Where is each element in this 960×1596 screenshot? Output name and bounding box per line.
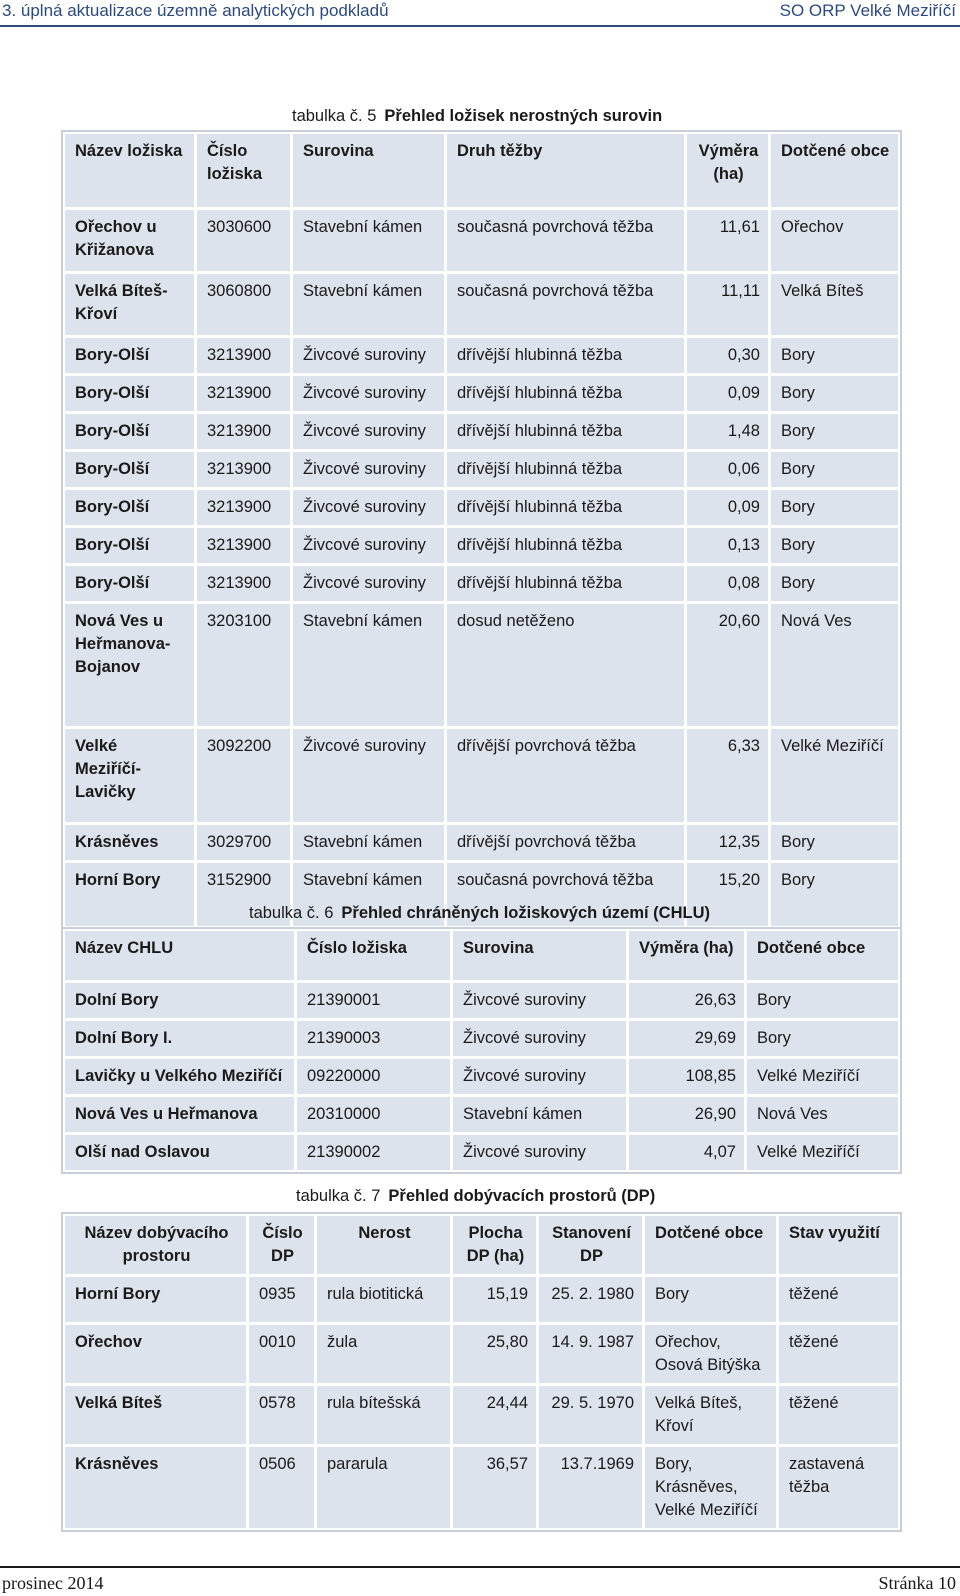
cell-area: 12,35 — [686, 824, 770, 862]
cell-area: 26,63 — [628, 982, 746, 1020]
cell-area: 25,80 — [452, 1324, 538, 1385]
cell-number: 09220000 — [296, 1058, 452, 1096]
t5-header-municipalities: Dotčené obce — [770, 133, 900, 209]
cell-number: 0010 — [248, 1324, 316, 1385]
cell-municipalities: Ořechov — [770, 209, 900, 273]
cell-name: Lavičky u Velkého Meziříčí — [64, 1058, 296, 1096]
cell-municipalities: Velké Meziříčí — [746, 1058, 900, 1096]
cell-number: 3213900 — [196, 337, 292, 375]
cell-established: 13.7.1969 — [538, 1446, 644, 1530]
t5-header-number: Číslo ložiska — [196, 133, 292, 209]
table-row — [64, 1020, 900, 1058]
cell-mining-type: dřívější hlubinná těžba — [446, 413, 686, 451]
t7-header-mineral: Nerost — [316, 1215, 452, 1276]
cell-mineral: rula bítešská — [316, 1385, 452, 1446]
table-row — [64, 1276, 900, 1324]
cell-number: 3203100 — [196, 603, 292, 728]
cell-area: 6,33 — [686, 728, 770, 824]
cell-area: 29,69 — [628, 1020, 746, 1058]
cell-established: 25. 2. 1980 — [538, 1276, 644, 1324]
t6-header-municipalities: Dotčené obce — [746, 930, 900, 982]
table-row — [64, 209, 900, 273]
cell-name: Krásněves — [64, 1446, 248, 1530]
cell-area: 4,07 — [628, 1134, 746, 1172]
cell-number: 3152900 — [196, 862, 292, 928]
table-row — [64, 413, 900, 451]
cell-area: 0,09 — [686, 375, 770, 413]
cell-name: Ořechov u Křižanova — [64, 209, 196, 273]
t7-header-name: Název dobývacího prostoru — [64, 1215, 248, 1276]
cell-material: Živcové suroviny — [292, 565, 446, 603]
table5-caption: tabulka č. 5 Přehled ložisek nerostných surovin — [292, 107, 663, 125]
table-row — [64, 1446, 900, 1530]
cell-mineral: pararula — [316, 1446, 452, 1530]
cell-mining-type: dřívější povrchová těžba — [446, 728, 686, 824]
cell-material: Živcové suroviny — [292, 728, 446, 824]
cell-municipalities: Bory — [770, 565, 900, 603]
cell-material: Živcové suroviny — [292, 413, 446, 451]
table-row — [64, 565, 900, 603]
table-row — [64, 1385, 900, 1446]
cell-mineral: rula biotitická — [316, 1276, 452, 1324]
cell-mining-type: dřívější povrchová těžba — [446, 824, 686, 862]
cell-name: Velká Bíteš-Křoví — [64, 273, 196, 337]
table-row — [64, 1058, 900, 1096]
cell-number: 0935 — [248, 1276, 316, 1324]
cell-status: těžené — [778, 1276, 900, 1324]
cell-area: 0,09 — [686, 489, 770, 527]
cell-mining-type: dřívější hlubinná těžba — [446, 451, 686, 489]
table-row — [64, 824, 900, 862]
cell-material: Stavební kámen — [292, 824, 446, 862]
cell-material: Živcové suroviny — [292, 375, 446, 413]
table-row — [64, 728, 900, 824]
cell-area: 0,13 — [686, 527, 770, 565]
cell-material: Živcové suroviny — [452, 1020, 628, 1058]
cell-number: 21390002 — [296, 1134, 452, 1172]
cell-name: Nová Ves u Heřmanova — [64, 1096, 296, 1134]
cell-established: 29. 5. 1970 — [538, 1385, 644, 1446]
cell-area: 1,48 — [686, 413, 770, 451]
cell-municipalities: Bory — [746, 982, 900, 1020]
cell-number: 3060800 — [196, 273, 292, 337]
t5-header-name: Název ložiska — [64, 133, 196, 209]
header-office-name: SO ORP Velké Meziříčí — [779, 1, 956, 20]
deposits-table — [62, 131, 901, 929]
cell-number: 3029700 — [196, 824, 292, 862]
cell-mining-type: současná povrchová těžba — [446, 273, 686, 337]
t5-header-material: Surovina — [292, 133, 446, 209]
table-row — [64, 1324, 900, 1385]
t7-header-number: Číslo DP — [248, 1215, 316, 1276]
header-document-title: 3. úplná aktualizace územně analytických podkladů — [2, 1, 389, 20]
cell-mining-type: dřívější hlubinná těžba — [446, 375, 686, 413]
cell-number: 3213900 — [196, 565, 292, 603]
cell-name: Bory-Olší — [64, 451, 196, 489]
cell-name: Velká Bíteš — [64, 1385, 248, 1446]
cell-material: Stavební kámen — [292, 273, 446, 337]
cell-area: 11,61 — [686, 209, 770, 273]
cell-area: 0,08 — [686, 565, 770, 603]
cell-area: 20,60 — [686, 603, 770, 728]
table-row — [64, 1134, 900, 1172]
cell-municipalities: Bory — [770, 451, 900, 489]
t7-header-municipalities: Dotčené obce — [644, 1215, 778, 1276]
cell-mining-type: dřívější hlubinná těžba — [446, 489, 686, 527]
cell-material: Stavební kámen — [292, 862, 446, 928]
cell-municipalities: Bory, Krásněves, Velké Meziříčí — [644, 1446, 778, 1530]
cell-name: Ořechov — [64, 1324, 248, 1385]
cell-material: Živcové suroviny — [292, 489, 446, 527]
header-rule — [0, 25, 960, 27]
cell-area: 0,30 — [686, 337, 770, 375]
cell-area: 11,11 — [686, 273, 770, 337]
cell-municipalities: Velké Meziříčí — [746, 1134, 900, 1172]
t7-header-status: Stav využití — [778, 1215, 900, 1276]
cell-name: Krásněves — [64, 824, 196, 862]
cell-name: Nová Ves u Heřmanova-Bojanov — [64, 603, 196, 728]
mining-areas-table — [62, 1213, 901, 1531]
cell-material: Stavební kámen — [452, 1096, 628, 1134]
cell-municipalities: Bory — [746, 1020, 900, 1058]
cell-area: 108,85 — [628, 1058, 746, 1096]
t5-header-area: Výměra (ha) — [686, 133, 770, 209]
cell-municipalities: Bory — [770, 489, 900, 527]
cell-municipalities: Bory — [644, 1276, 778, 1324]
cell-material: Stavební kámen — [292, 603, 446, 728]
footer-date: prosinec 2014 — [2, 1573, 104, 1593]
cell-municipalities: Velká Bíteš — [770, 273, 900, 337]
cell-number: 0578 — [248, 1385, 316, 1446]
t7-header-established: Stanovení DP — [538, 1215, 644, 1276]
cell-area: 15,20 — [686, 862, 770, 928]
t6-header-number: Číslo ložiska — [296, 930, 452, 982]
cell-number: 3213900 — [196, 527, 292, 565]
cell-material: Živcové suroviny — [292, 337, 446, 375]
cell-number: 21390001 — [296, 982, 452, 1020]
t6-header-area: Výměra (ha) — [628, 930, 746, 982]
cell-area: 36,57 — [452, 1446, 538, 1530]
table6-caption: tabulka č. 6 Přehled chráněných ložiskových území (CHLU) — [249, 904, 710, 922]
cell-number: 3213900 — [196, 489, 292, 527]
cell-area: 24,44 — [452, 1385, 538, 1446]
table-row — [64, 489, 900, 527]
table-row — [64, 603, 900, 728]
cell-number: 0506 — [248, 1446, 316, 1530]
cell-name: Bory-Olší — [64, 375, 196, 413]
protected-areas-table — [62, 928, 901, 1173]
table7-caption: tabulka č. 7 Přehled dobývacích prostorů (DP) — [296, 1187, 656, 1205]
cell-mining-type: dřívější hlubinná těžba — [446, 337, 686, 375]
cell-area: 0,06 — [686, 451, 770, 489]
cell-number: 3092200 — [196, 728, 292, 824]
cell-municipalities: Bory — [770, 824, 900, 862]
cell-status: těžené — [778, 1385, 900, 1446]
cell-name: Dolní Bory I. — [64, 1020, 296, 1058]
cell-number: 3030600 — [196, 209, 292, 273]
cell-municipalities: Velká Bíteš, Křoví — [644, 1385, 778, 1446]
cell-name: Velké Meziříčí-Lavičky — [64, 728, 196, 824]
cell-municipalities: Nová Ves — [746, 1096, 900, 1134]
t7-header-area: Plocha DP (ha) — [452, 1215, 538, 1276]
cell-material: Živcové suroviny — [452, 1134, 628, 1172]
cell-name: Bory-Olší — [64, 489, 196, 527]
cell-mineral: žula — [316, 1324, 452, 1385]
cell-number: 3213900 — [196, 451, 292, 489]
cell-mining-type: dosud netěženo — [446, 603, 686, 728]
cell-status: zastavená těžba — [778, 1446, 900, 1530]
cell-number: 21390003 — [296, 1020, 452, 1058]
t5-header-mining-type: Druh těžby — [446, 133, 686, 209]
cell-status: těžené — [778, 1324, 900, 1385]
table-row — [64, 375, 900, 413]
cell-municipalities: Ořechov, Osová Bitýška — [644, 1324, 778, 1385]
cell-area: 26,90 — [628, 1096, 746, 1134]
table-row — [64, 982, 900, 1020]
cell-name: Bory-Olší — [64, 337, 196, 375]
table-row — [64, 337, 900, 375]
cell-material: Živcové suroviny — [292, 527, 446, 565]
cell-mining-type: současná povrchová těžba — [446, 209, 686, 273]
t6-header-material: Surovina — [452, 930, 628, 982]
cell-material: Živcové suroviny — [452, 1058, 628, 1096]
cell-number: 20310000 — [296, 1096, 452, 1134]
cell-area: 15,19 — [452, 1276, 538, 1324]
cell-mining-type: dřívější hlubinná těžba — [446, 565, 686, 603]
table-row — [64, 527, 900, 565]
cell-mining-type: dřívější hlubinná těžba — [446, 527, 686, 565]
table-row — [64, 1096, 900, 1134]
cell-name: Horní Bory — [64, 1276, 248, 1324]
cell-number: 3213900 — [196, 413, 292, 451]
table-row — [64, 451, 900, 489]
cell-municipalities: Bory — [770, 337, 900, 375]
cell-municipalities: Bory — [770, 413, 900, 451]
cell-name: Olší nad Oslavou — [64, 1134, 296, 1172]
cell-name: Bory-Olší — [64, 527, 196, 565]
t6-header-name: Název CHLU — [64, 930, 296, 982]
page-footer — [0, 1566, 960, 1596]
cell-number: 3213900 — [196, 375, 292, 413]
cell-material: Živcové suroviny — [292, 451, 446, 489]
cell-name: Dolní Bory — [64, 982, 296, 1020]
cell-name: Bory-Olší — [64, 565, 196, 603]
cell-name: Bory-Olší — [64, 413, 196, 451]
cell-mining-type: současná povrchová těžba — [446, 862, 686, 928]
cell-municipalities: Nová Ves — [770, 603, 900, 728]
footer-rule — [0, 1566, 960, 1568]
cell-established: 14. 9. 1987 — [538, 1324, 644, 1385]
footer-page-number: Stránka 10 — [878, 1573, 956, 1593]
cell-municipalities: Velké Meziříčí — [770, 728, 900, 824]
cell-municipalities: Bory — [770, 527, 900, 565]
table-row — [64, 273, 900, 337]
cell-name: Horní Bory — [64, 862, 196, 928]
cell-material: Stavební kámen — [292, 209, 446, 273]
cell-municipalities: Bory — [770, 375, 900, 413]
cell-material: Živcové suroviny — [452, 982, 628, 1020]
page-header — [0, 0, 960, 24]
cell-municipalities: Bory — [770, 862, 900, 928]
